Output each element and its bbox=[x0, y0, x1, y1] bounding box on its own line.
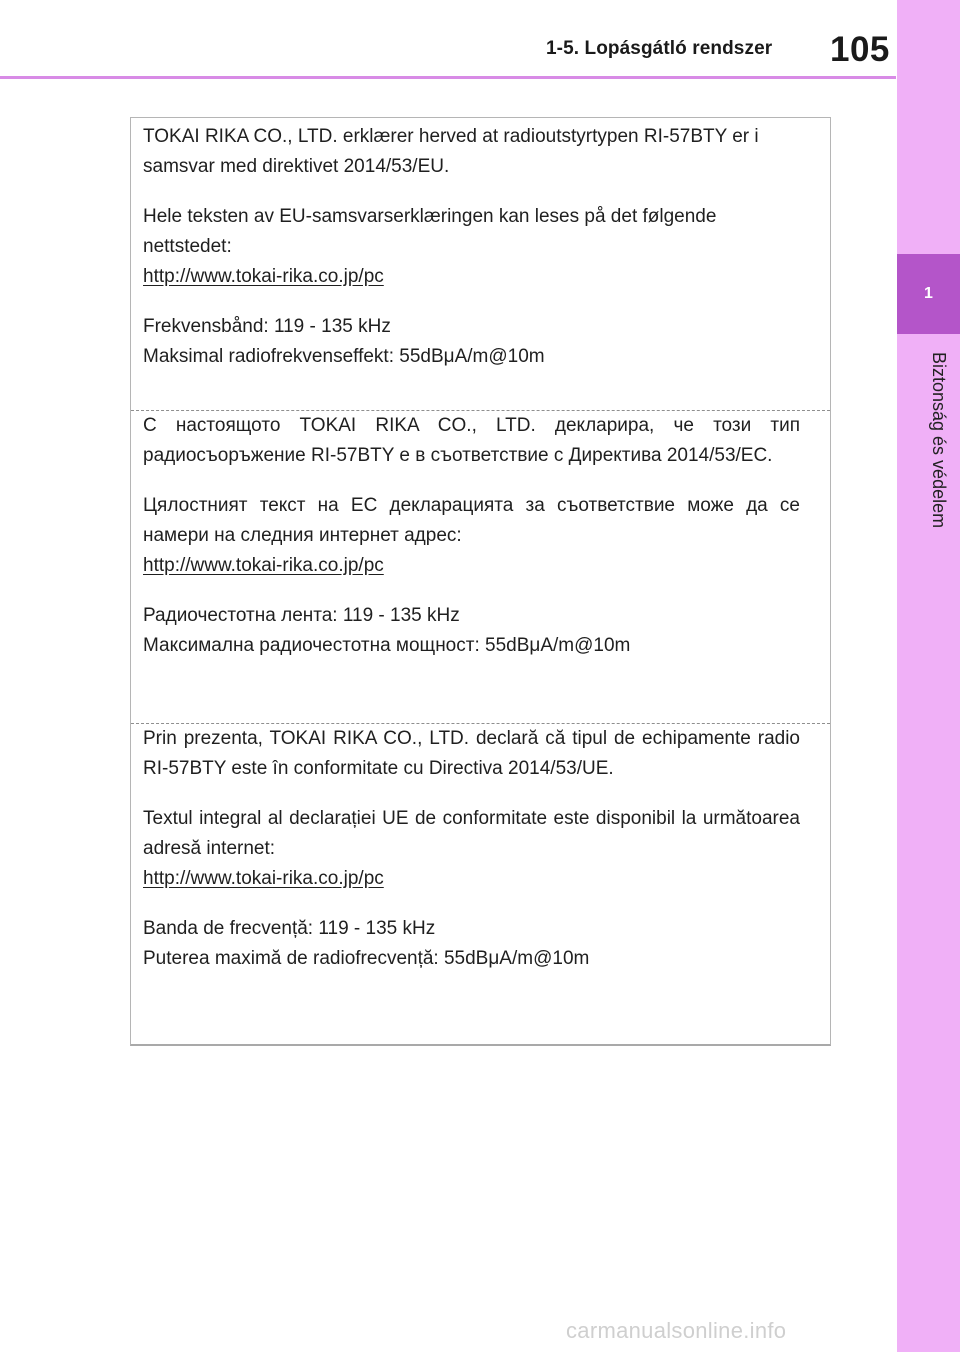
declaration-url-link[interactable]: http://www.tokai-rika.co.jp/pc bbox=[143, 868, 384, 889]
watermark: carmanualsonline.info bbox=[566, 1318, 787, 1343]
declaration-url-link[interactable]: http://www.tokai-rika.co.jp/pc bbox=[143, 266, 384, 287]
declaration-table bbox=[130, 117, 831, 1046]
section-title: 1-5. Lopásgátló rendszer bbox=[546, 38, 773, 59]
frequency-band: Banda de frecvență: 119 - 135 kHz bbox=[143, 918, 436, 939]
declaration-intro: Prin prezenta, TOKAI RIKA CO., LTD. declară că tipul de echipamente radio RI-57BTY este în conformitate cu Directiva 2014/53/UE. bbox=[143, 728, 800, 779]
declaration-bulgarian bbox=[131, 410, 830, 723]
max-power: Maksimal radiofrekvenseffekt: 55dBμA/m@10m bbox=[143, 346, 545, 367]
declaration-full-text-note: Hele teksten av EU-samsvarserklæringen kan leses på det følgende nettstedet: bbox=[143, 206, 717, 257]
chapter-number: 1 bbox=[924, 285, 933, 302]
frequency-band: Frekvensbånd: 119 - 135 kHz bbox=[143, 316, 391, 337]
declaration-intro: С настоящото TOKAI RIKA CO., LTD. декларира, че този тип радиосъоръжение RI-57BTY е в съответствие с Директива 2014/53/ЕС. bbox=[143, 415, 800, 466]
header-divider bbox=[0, 76, 896, 79]
declaration-url-link[interactable]: http://www.tokai-rika.co.jp/pc bbox=[143, 555, 384, 576]
frequency-band: Радиочестотна лента: 119 - 135 kHz bbox=[143, 605, 460, 626]
page-number: 105 bbox=[830, 30, 890, 69]
chapter-number-box[interactable] bbox=[897, 254, 960, 334]
max-power: Puterea maximă de radiofrecvență: 55dBμA/m@10m bbox=[143, 948, 590, 969]
chapter-title: Biztonság és védelem bbox=[929, 352, 949, 529]
declaration-full-text-note: Textul integral al declarației UE de conformitate este disponibil la următoarea adresă internet: bbox=[143, 808, 800, 859]
declaration-intro: TOKAI RIKA CO., LTD. erklærer herved at radioutstyrtypen RI-57BTY er i samsvar med direktivet 2014/53/EU. bbox=[143, 126, 759, 177]
declaration-full-text-note: Цялостният текст на ЕС декларацията за съответствие може да се намери на следния интернет адрес: bbox=[143, 495, 800, 546]
chapter-side-tab[interactable] bbox=[897, 0, 960, 1352]
declaration-romanian bbox=[131, 723, 830, 1044]
declaration-norwegian bbox=[131, 118, 830, 410]
max-power: Максимална радиочестотна мощност: 55dBμA/m@10m bbox=[143, 635, 631, 656]
